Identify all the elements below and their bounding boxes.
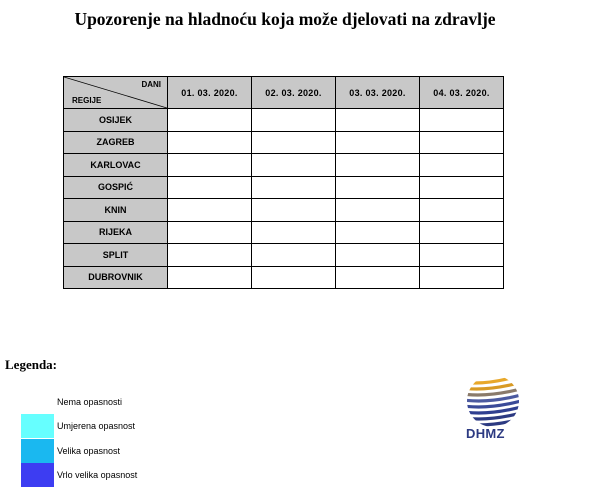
table-cell <box>420 154 504 177</box>
table-cell <box>168 199 252 222</box>
table-cell <box>252 266 336 289</box>
region-name: DUBROVNIK <box>64 266 168 289</box>
region-name: GOSPIĆ <box>64 176 168 199</box>
table-cell <box>336 244 420 267</box>
table-cell <box>336 221 420 244</box>
table-cell <box>336 131 420 154</box>
table-row <box>64 154 504 177</box>
table-cell <box>168 131 252 154</box>
legend-swatch-very-high <box>21 463 54 487</box>
legend-title: Legenda: <box>5 357 57 372</box>
table-row <box>64 199 504 222</box>
table-row <box>64 221 504 244</box>
page-title: Upozorenje na hladnoću koja može djelovati na zdravlje <box>74 9 496 29</box>
table-cell <box>336 109 420 132</box>
dhmz-logo-text: DHMZ <box>466 426 505 441</box>
table-cell <box>252 176 336 199</box>
header-row <box>64 77 504 109</box>
region-name: KARLOVAC <box>64 154 168 177</box>
days-label: DANI <box>141 80 161 89</box>
table-cell <box>252 154 336 177</box>
table-cell <box>420 109 504 132</box>
legend-swatch-high <box>21 439 54 463</box>
table-corner-header <box>64 77 168 109</box>
table-cell <box>420 176 504 199</box>
date-header: 04. 03. 2020. <box>420 77 504 109</box>
region-name: SPLIT <box>64 244 168 267</box>
table-cell <box>336 266 420 289</box>
table-cell <box>336 199 420 222</box>
table-cell <box>420 131 504 154</box>
region-name: ZAGREB <box>64 131 168 154</box>
table-cell <box>168 176 252 199</box>
table-row <box>64 244 504 267</box>
table-cell <box>336 176 420 199</box>
table-row <box>64 109 504 132</box>
region-name: KNIN <box>64 199 168 222</box>
legend-label-moderate: Umjerena opasnost <box>57 421 136 431</box>
table-cell <box>252 244 336 267</box>
table-cell <box>168 244 252 267</box>
table-cell <box>336 154 420 177</box>
table-cell <box>420 221 504 244</box>
date-header: 01. 03. 2020. <box>168 77 252 109</box>
table-row <box>64 176 504 199</box>
table-cell <box>420 266 504 289</box>
table-cell <box>252 131 336 154</box>
region-name: RIJEKA <box>64 221 168 244</box>
globe-icon <box>462 375 524 425</box>
warning-table <box>63 76 504 289</box>
date-header: 02. 03. 2020. <box>252 77 336 109</box>
table-cell <box>252 109 336 132</box>
table-cell <box>420 244 504 267</box>
region-name: OSIJEK <box>64 109 168 132</box>
table-cell <box>252 221 336 244</box>
legend-swatch-moderate <box>21 414 54 438</box>
regions-label: REGIJE <box>72 96 102 105</box>
table-row <box>64 266 504 289</box>
table-cell <box>168 221 252 244</box>
table-cell <box>420 199 504 222</box>
table-cell <box>168 109 252 132</box>
legend-swatch-none <box>21 390 54 414</box>
legend-label-very-high: Vrlo velika opasnost <box>57 470 138 480</box>
table-cell <box>252 199 336 222</box>
table-row <box>64 131 504 154</box>
table-cell <box>168 154 252 177</box>
table-cell <box>168 266 252 289</box>
legend-label-none: Nema opasnosti <box>57 397 123 407</box>
legend-label-high: Velika opasnost <box>57 446 121 456</box>
date-header: 03. 03. 2020. <box>336 77 420 109</box>
